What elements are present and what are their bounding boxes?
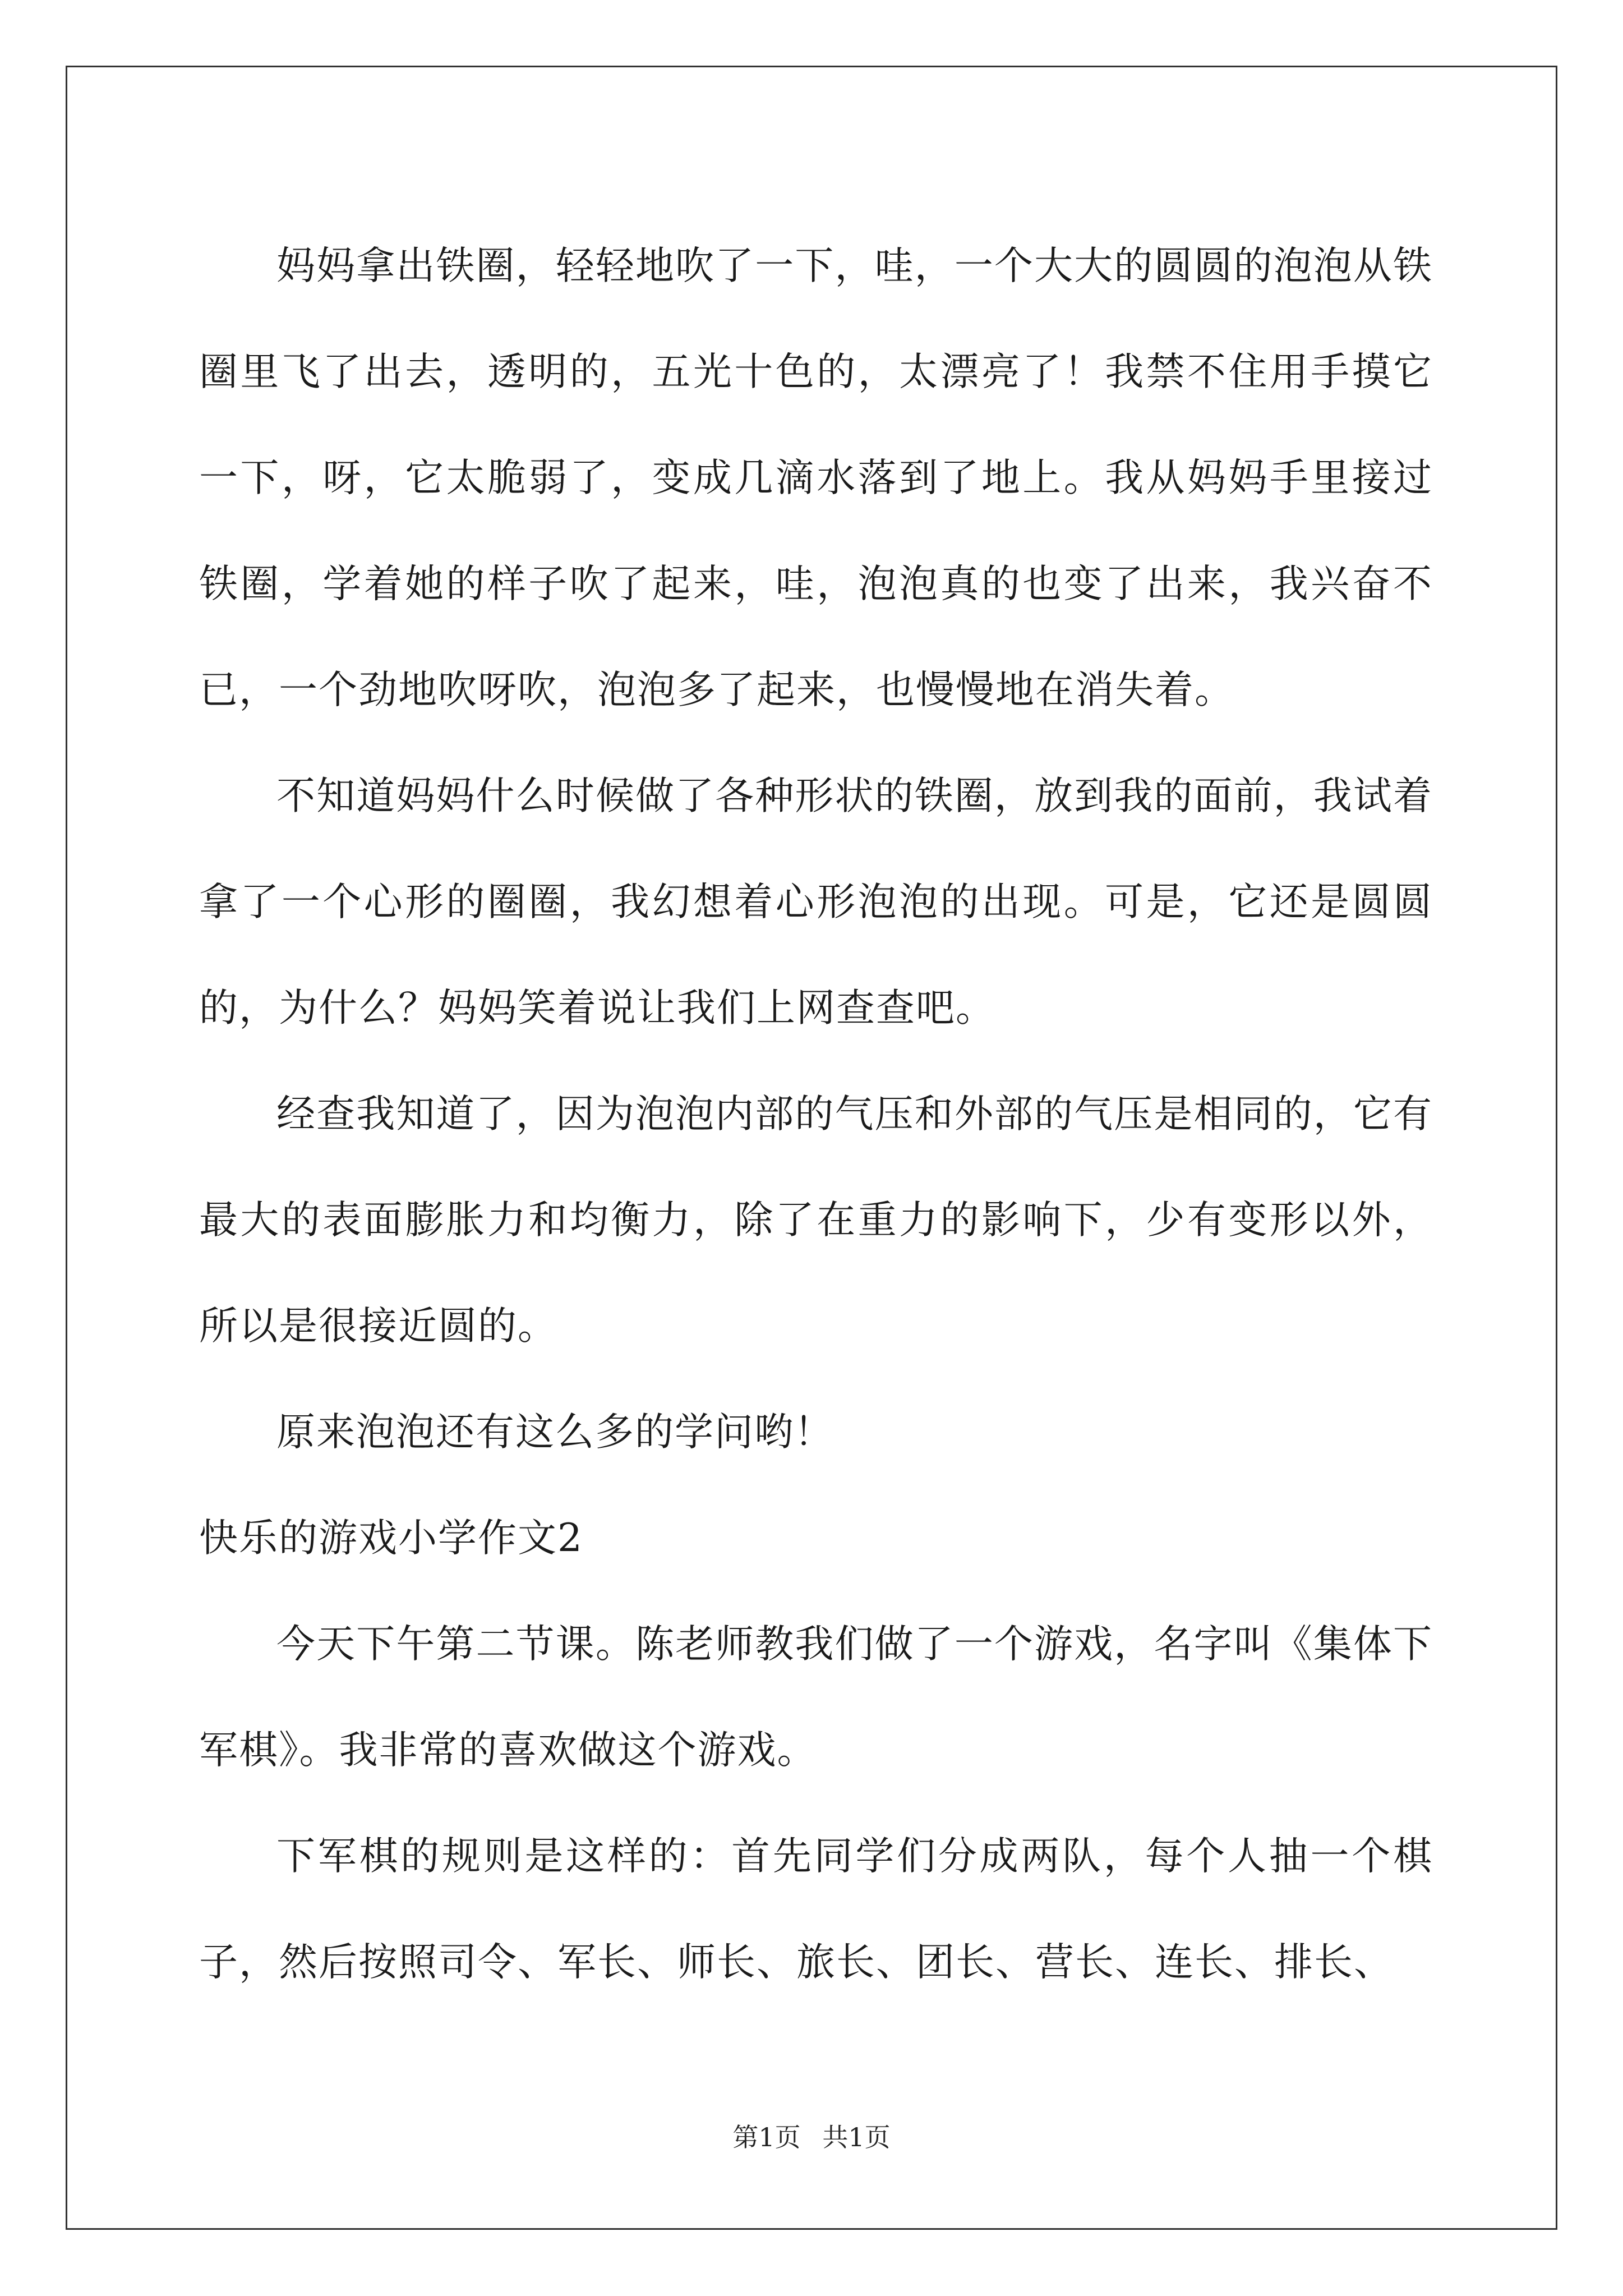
section-heading: 快乐的游戏小学作文2 [199, 1516, 583, 1561]
page-footer [0, 2120, 1623, 2154]
paragraph: 下军棋的规则是这样的：首先同学们分成两队，每个人抽一个棋子，然后按照司令、军长、师长、旅长、团长、营长、连长、排长、 [199, 1834, 1433, 1985]
paragraph: 经查我知道了，因为泡泡内部的气压和外部的气压是相同的，它有最大的表面膨胀力和均衡力，除了在重力的影响下，少有变形以外，所以是很接近圆的。 [199, 1092, 1433, 1349]
page-number: 第1页 [732, 2122, 801, 2152]
page-total: 共1页 [822, 2122, 891, 2152]
paragraph: 今天下午第二节课。陈老师教我们做了一个游戏，名字叫《集体下军棋》。我非常的喜欢做这个游戏。 [199, 1622, 1433, 1773]
document-body [199, 213, 1433, 2016]
paragraph: 妈妈拿出铁圈，轻轻地吹了一下，哇，一个大大的圆圆的泡泡从铁圈里飞了出去，透明的，五光十色的，太漂亮了！我禁不住用手摸它一下，呀，它太脆弱了，变成几滴水落到了地上。我从妈妈手里接过铁圈，学着她的样子吹了起来，哇，泡泡真的也变了出来，我兴奋不已，一个劲地吹呀吹，泡泡多了起来，也慢慢地在消失着。 [199, 243, 1433, 712]
paragraph: 原来泡泡还有这么多的学问哟！ [276, 1410, 834, 1455]
paragraph: 不知道妈妈什么时候做了各种形状的铁圈，放到我的面前，我试着拿了一个心形的圈圈，我幻想着心形泡泡的出现。可是，它还是圆圆的，为什么？妈妈笑着说让我们上网查查吧。 [199, 774, 1433, 1030]
